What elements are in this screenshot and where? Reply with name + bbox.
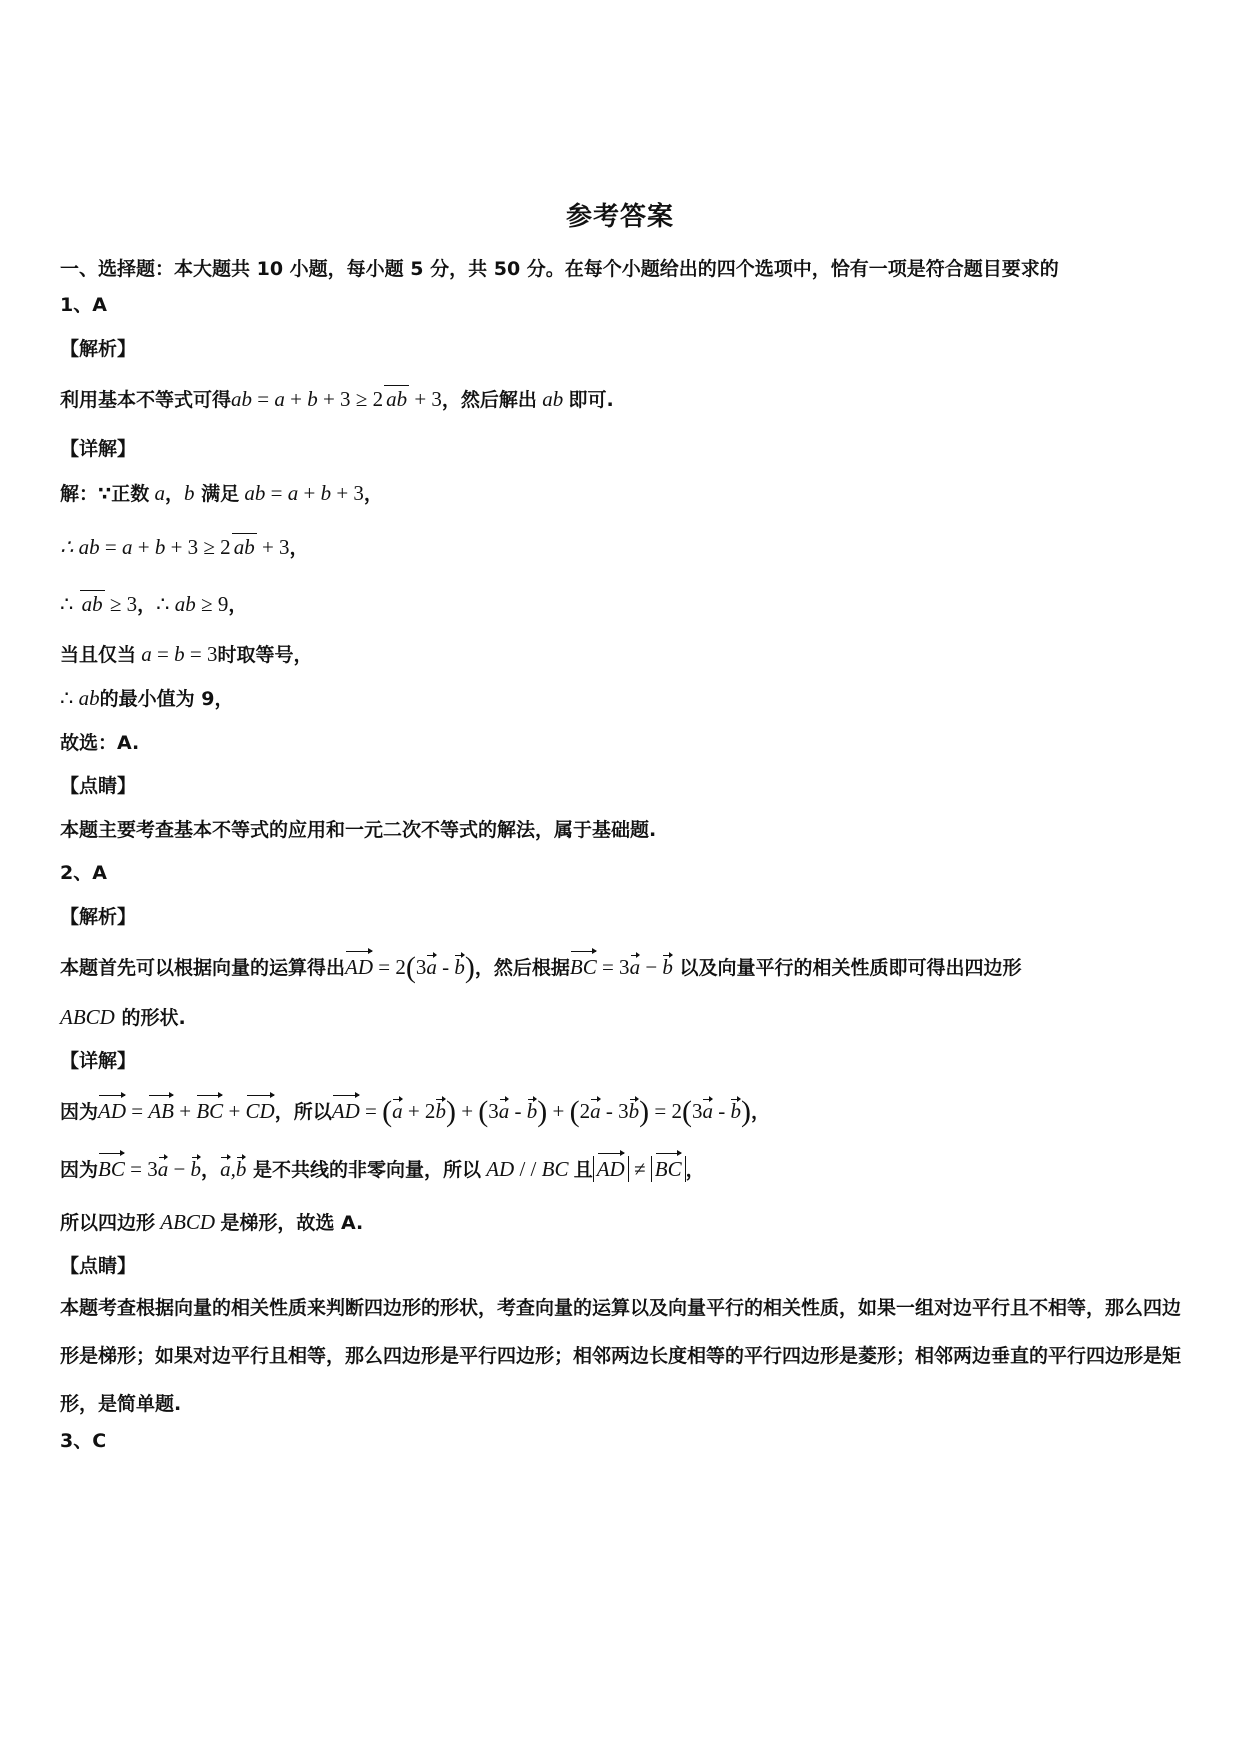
q2-xiangjie-heading: 【详解】 — [60, 1050, 137, 1072]
q2-detail-line-2: 因为BC = 3a − b，a,b 是不共线的非零向量，所以 AD / / BC 且 AD ≠ BC ， — [60, 1157, 705, 1181]
q3-answer: 3、C — [60, 1430, 107, 1452]
q2-jiexi-text-1: 本题首先可以根据向量的运算得出AD = 2(3a - b)，然后根据BC = 3a − b 以及向量平行的相关性质即可得出四边形 — [60, 951, 1022, 984]
q1-jiexi-text: 利用基本不等式可得ab = a + b + 3 ≥ 2 ab + 3，然后解出 ab 即可. — [60, 387, 614, 411]
q1-dianjing-text: 本题主要考查基本不等式的应用和一元二次不等式的解法，属于基础题. — [60, 819, 657, 841]
q2-dianjing-text: 本题考查根据向量的相关性质来判断四边形的形状，考查向量的运算以及向量平行的相关性质，如果一组对边平行且不相等，那么四边形是梯形；如果对边平行且相等，那么四边形是平行四边形；相邻两边长度相等的平行四边形是菱形；相邻两边垂直的平行四边形是矩形，是简单题. — [60, 1297, 1182, 1415]
q1-detail-line-1: 解：∵正数 a，b 满足 ab = a + b + 3， — [60, 481, 383, 505]
q1-answer: 1、A — [60, 294, 107, 316]
q2-dianjing-heading: 【点睛】 — [60, 1255, 137, 1277]
q2-detail-line-1: 因为AD = AB + BC + CD，所以AD = (a + 2b) + (3a - b) + (2a - 3b) = 2(3a - b)， — [60, 1095, 770, 1128]
q2-jiexi-text-2: ABCD 的形状. — [60, 1005, 186, 1029]
q2-jiexi-heading: 【解析】 — [60, 906, 137, 928]
q1-detail-line-4: 当且仅当 a = b = 3时取等号， — [60, 642, 313, 666]
q1-detail-line-2: ∴ ab = a + b + 3 ≥ 2 ab + 3， — [60, 535, 309, 559]
q2-answer: 2、A — [60, 862, 107, 884]
section-heading: 一、选择题：本大题共 10 小题，每小题 5 分，共 50 分。在每个小题给出的四个选项中，恰有一项是符合题目要求的 — [60, 258, 1059, 280]
q1-dianjing-heading: 【点睛】 — [60, 775, 137, 797]
q1-jiexi-heading: 【解析】 — [60, 338, 137, 360]
math-ineq: ab = a + b + 3 ≥ 2 ab + 3 — [231, 387, 442, 411]
q2-detail-line-3: 所以四边形 ABCD 是梯形，故选 A. — [60, 1210, 364, 1234]
q1-detail-line-5: ∴ ab的最小值为 9， — [60, 686, 234, 710]
q1-detail-line-6: 故选：A. — [60, 732, 140, 754]
page-title: 参考答案 — [565, 202, 674, 232]
q1-detail-line-3: ∴ ab ≥ 3，∴ ab ≥ 9， — [60, 592, 248, 616]
q1-xiangjie-heading: 【详解】 — [60, 438, 137, 460]
